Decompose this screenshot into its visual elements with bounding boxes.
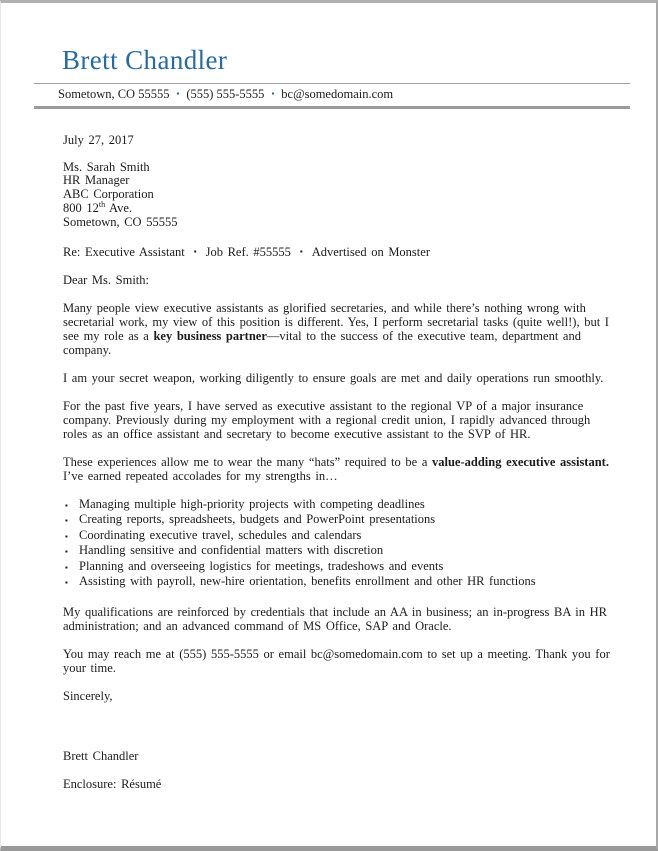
- enclosure-line: Enclosure: Résumé: [63, 776, 162, 791]
- list-item: [63, 497, 618, 513]
- subject-line: [63, 245, 618, 259]
- paragraph: My qualifications are reinforced by credentials that include an AA in business; an in-progress BA in HR administration; and an advanced command of MS Office, SAP and Oracle.: [63, 604, 608, 633]
- list-item-text: Coordinating executive travel, schedules and calendars: [79, 527, 362, 542]
- list-item: [63, 574, 618, 590]
- separator-square-icon: ▪: [176, 88, 180, 98]
- contact-email: bc@somedomain.com: [281, 86, 394, 101]
- separator-square-icon: ▪: [193, 246, 197, 256]
- bullet-square-icon: ▪: [65, 531, 68, 541]
- contact-phone: (555) 555-5555: [186, 86, 265, 101]
- recipient-address: [63, 161, 618, 230]
- letterhead-rule-bottom: [34, 106, 630, 109]
- letterhead-contact: [58, 87, 630, 102]
- salutation: Dear Ms. Smith:: [63, 272, 149, 287]
- list-item: [63, 559, 618, 575]
- separator-square-icon: ▪: [271, 88, 275, 98]
- letter-body: [63, 133, 618, 791]
- bullet-square-icon: ▪: [65, 547, 68, 557]
- address-line: Ms. Sarah Smith: [63, 159, 150, 174]
- closing-salutation: Sincerely,: [63, 688, 113, 703]
- paragraph: Many people view executive assistants as glorified secretaries, and while there’s nothing wrong with secretarial work, my view of this position is different. Yes, I perform secretarial tasks (quite well!), but I see my role as a key business partner—vital to the success of the executive team, department and company.: [63, 300, 609, 357]
- strengths-list: [63, 497, 618, 590]
- letterhead-name: Brett Chandler: [62, 45, 228, 75]
- letterhead: [34, 46, 630, 109]
- bullet-square-icon: ▪: [65, 516, 68, 526]
- list-item: [63, 543, 618, 559]
- address-line: HR Manager: [63, 173, 130, 188]
- contact-location: Sometown, CO 55555: [58, 86, 170, 101]
- paragraph: For the past five years, I have served as executive assistant to the regional VP of a major insurance company. Previously during my employment with a regional credit union, I rapidly advanced through roles as an office assistant and secretary to become executive assistant to the SVP of HR.: [63, 398, 591, 441]
- bullet-square-icon: ▪: [65, 578, 68, 588]
- paragraph: These experiences allow me to wear the many “hats” required to be a value-adding executive assistant. I’ve earned repeated accolades for my strengths in…: [63, 454, 609, 483]
- subject-part: Advertised on Monster: [311, 244, 430, 259]
- closing-paragraphs: [63, 605, 618, 675]
- bullet-square-icon: ▪: [65, 562, 68, 572]
- address-line: 800 12th Ave.: [63, 199, 133, 216]
- list-item: [63, 528, 618, 544]
- subject-part: Job Ref. #55555: [205, 244, 291, 259]
- body-paragraphs: [63, 301, 618, 483]
- address-line: Sometown, CO 55555: [63, 214, 178, 229]
- paragraph: I am your secret weapon, working diligently to ensure goals are met and daily operations run smoothly.: [63, 370, 604, 385]
- letter-date: July 27, 2017: [63, 132, 134, 147]
- subject-part: Re: Executive Assistant: [63, 244, 185, 259]
- paragraph: You may reach me at (555) 555-5555 or email bc@somedomain.com to set up a meeting. Thank you for your time.: [63, 646, 610, 675]
- address-line: ABC Corporation: [63, 187, 154, 202]
- list-item-text: Managing multiple high-priority projects with competing deadlines: [79, 496, 425, 511]
- bullet-square-icon: ▪: [65, 500, 68, 510]
- signature-name: Brett Chandler: [63, 748, 139, 763]
- letterhead-rule-top: [34, 83, 630, 84]
- list-item-text: Planning and overseeing logistics for meetings, tradeshows and events: [79, 558, 444, 573]
- list-item-text: Creating reports, spreadsheets, budgets and PowerPoint presentations: [79, 512, 436, 527]
- list-item-text: Handling sensitive and confidential matters with discretion: [79, 543, 384, 558]
- list-item-text: Assisting with payroll, new-hire orientation, benefits enrollment and other HR functions: [79, 574, 536, 589]
- separator-square-icon: ▪: [299, 246, 303, 256]
- list-item: [63, 512, 618, 528]
